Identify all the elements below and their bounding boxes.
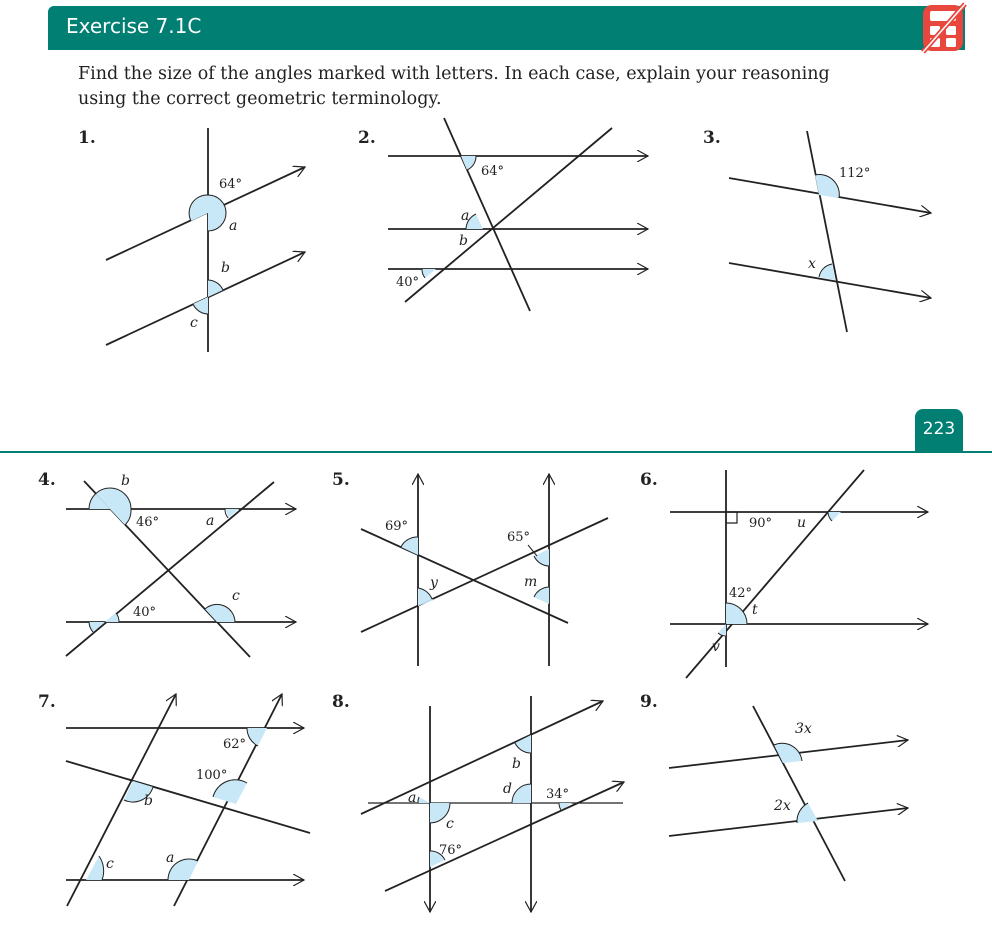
q7-label-a: a (166, 850, 175, 866)
q8-label-34: 34° (546, 787, 570, 802)
question-2-number: 2. (358, 128, 376, 148)
q5-label-69: 69° (385, 519, 409, 534)
q9-label-2x: 2x (774, 798, 791, 814)
q8-label-a: a (408, 790, 417, 806)
q6-label-v: v (712, 639, 720, 655)
diagram-8 (361, 696, 624, 912)
q4-label-46: 46° (136, 515, 160, 530)
exercise-title: Exercise 7.1C (66, 14, 202, 38)
q1-label-c: c (190, 315, 198, 331)
question-5-number: 5. (332, 470, 350, 490)
q7-label-b: b (144, 793, 153, 809)
q3-label-x: x (808, 256, 816, 272)
q4-label-c: c (232, 588, 240, 604)
diagram-6 (670, 470, 928, 678)
question-7-number: 7. (38, 692, 56, 712)
q9-label-3x: 3x (795, 721, 812, 737)
q1-label-b: b (221, 260, 230, 276)
q2-label-64: 64° (481, 164, 505, 179)
question-9-number: 9. (640, 692, 658, 712)
diagram-1 (106, 128, 305, 352)
question-6-number: 6. (640, 470, 658, 490)
q8-label-b: b (512, 756, 521, 772)
q4-label-a: a (206, 513, 215, 529)
page-number: 223 (922, 419, 956, 439)
diagram-4-labels (121, 473, 240, 620)
q3-label-112: 112° (839, 166, 871, 181)
q4-label-b: b (121, 473, 130, 489)
q2-label-40: 40° (396, 275, 420, 290)
q4-label-40: 40° (133, 605, 157, 620)
diagram-4 (66, 481, 296, 657)
q1-label-64: 64° (219, 177, 243, 192)
question-3-number: 3. (703, 128, 721, 148)
q6-label-u: u (797, 515, 807, 531)
q7-label-100: 100° (196, 768, 228, 783)
diagram-5 (361, 474, 608, 666)
q2-label-b: b (459, 233, 468, 249)
diagram-3 (729, 131, 931, 332)
question-4-number: 4. (38, 470, 56, 490)
q6-label-t: t (752, 602, 758, 618)
q8-label-76: 76° (439, 843, 463, 858)
question-1-number: 1. (78, 128, 96, 148)
question-8-number: 8. (332, 692, 350, 712)
instruction-text: Find the size of the angles marked with letters. In each case, explain your reasoning using the correct geometric terminology. (78, 64, 830, 109)
q1-label-a: a (229, 218, 238, 234)
q5-label-m: m (524, 574, 538, 590)
q7-label-62: 62° (223, 737, 247, 752)
q8-label-c: c (446, 816, 454, 832)
q2-label-a: a (461, 208, 470, 224)
q7-label-c: c (106, 856, 114, 872)
diagram-2-labels (396, 164, 504, 290)
q5-label-y: y (430, 575, 438, 591)
q8-label-d: d (503, 781, 512, 797)
q6-label-42: 42° (729, 586, 753, 601)
diagram-5-labels (385, 519, 537, 591)
q5-label-65: 65° (507, 530, 531, 545)
diagram-7 (66, 694, 310, 906)
diagram-9-labels (773, 721, 812, 814)
diagram-9 (669, 706, 908, 881)
q6-label-90: 90° (749, 516, 773, 531)
diagram-2 (388, 118, 648, 311)
